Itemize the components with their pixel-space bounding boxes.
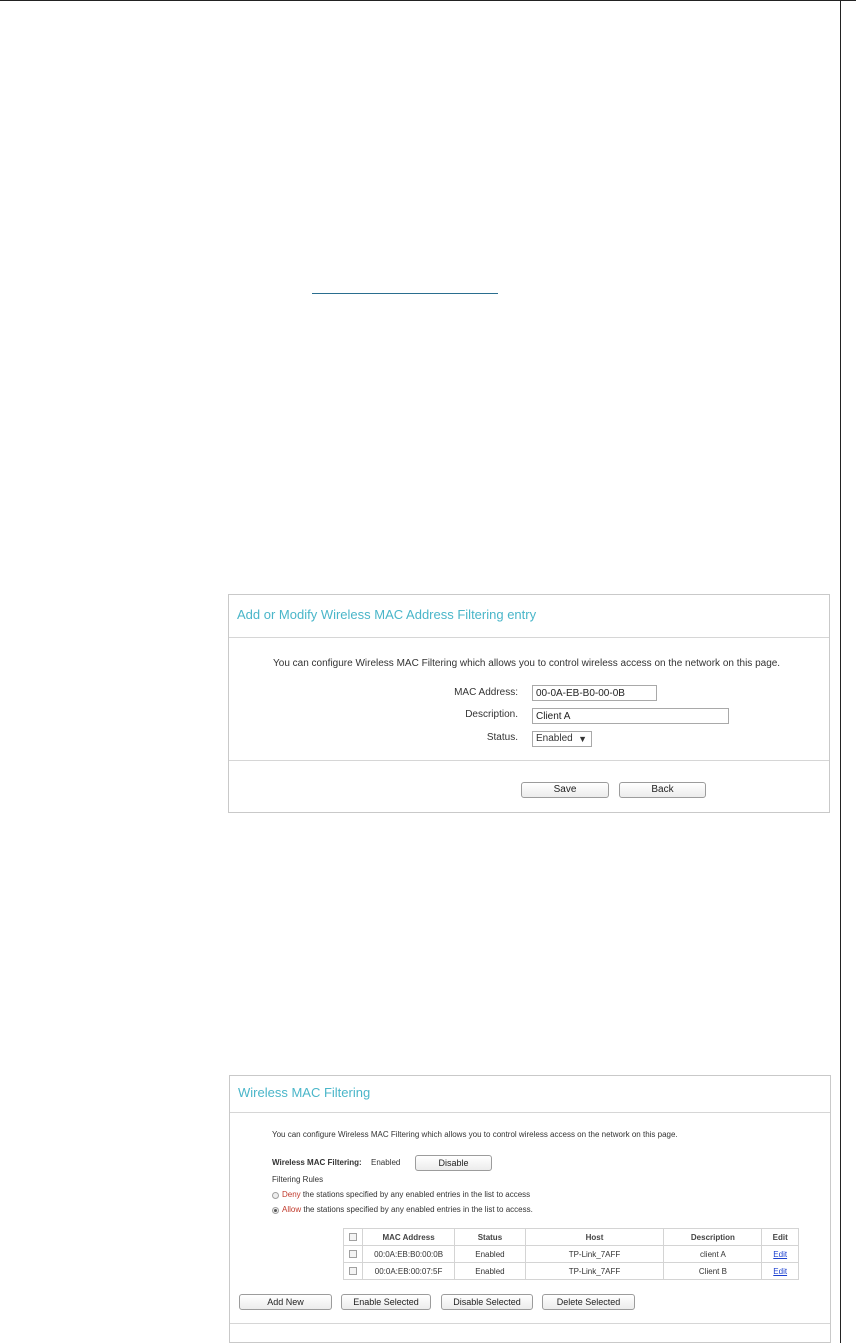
back-button[interactable]: Back <box>619 782 706 798</box>
edit-cell <box>762 1263 799 1280</box>
enable-selected-button[interactable]: Enable Selected <box>341 1294 431 1310</box>
disable-filtering-button[interactable]: Disable <box>415 1155 492 1171</box>
mac-address-label: MAC Address: <box>454 687 518 698</box>
intro-text: You can configure Wireless MAC Filtering which allows you to control wireless access on the network on this page. <box>273 658 781 669</box>
select-all-cell <box>344 1229 363 1246</box>
filtering-status-label: Wireless MAC Filtering: <box>272 1158 362 1167</box>
status-select[interactable] <box>532 731 592 747</box>
panel-title: Add or Modify Wireless MAC Address Filtering entry <box>229 595 829 638</box>
panel-title: Wireless MAC Filtering <box>230 1076 830 1113</box>
table-row <box>344 1246 799 1263</box>
description-input[interactable] <box>532 708 729 724</box>
host-cell: TP-Link_7AFF <box>525 1263 664 1280</box>
col-edit: Edit <box>762 1229 799 1246</box>
select-all-checkbox[interactable] <box>349 1233 357 1241</box>
mac-cell: 00:0A:EB:00:07:5F <box>362 1263 455 1280</box>
status-cell: Enabled <box>455 1263 525 1280</box>
status-cell: Enabled <box>455 1246 525 1263</box>
mac-filtering-panel <box>229 1075 831 1343</box>
right-border-line <box>840 0 841 1343</box>
chevron-down-icon: ▼ <box>578 734 587 744</box>
row-checkbox[interactable] <box>349 1250 357 1258</box>
status-selected-value: Enabled <box>536 733 573 744</box>
allow-radio[interactable] <box>272 1207 279 1214</box>
description-cell: Client B <box>664 1263 762 1280</box>
col-status: Status <box>455 1229 525 1246</box>
divider <box>229 760 829 761</box>
col-mac-address: MAC Address <box>362 1229 455 1246</box>
col-description: Description <box>664 1229 762 1246</box>
filtering-rules-label: Filtering Rules <box>272 1175 324 1184</box>
intro-text: You can configure Wireless MAC Filtering which allows you to control wireless access on the network on this page. <box>272 1130 678 1139</box>
delete-selected-button[interactable]: Delete Selected <box>542 1294 635 1310</box>
top-border-line <box>0 0 856 1</box>
allow-rule-text <box>282 1205 533 1214</box>
mac-address-input[interactable] <box>532 685 657 701</box>
row-select-cell <box>344 1246 363 1263</box>
deny-description: the stations specified by any enabled entries in the list to access <box>302 1190 531 1199</box>
table-row <box>344 1263 799 1280</box>
deny-radio[interactable] <box>272 1192 279 1199</box>
row-select-cell <box>344 1263 363 1280</box>
mac-entry-form-panel <box>228 594 830 813</box>
disable-selected-button[interactable]: Disable Selected <box>441 1294 533 1310</box>
description-label: Description. <box>465 709 518 720</box>
hyperlink-underline <box>312 293 498 294</box>
mac-cell: 00:0A:EB:B0:00:0B <box>362 1246 455 1263</box>
edit-link[interactable]: Edit <box>773 1249 788 1259</box>
deny-rule-text <box>282 1190 530 1199</box>
description-cell: client A <box>664 1246 762 1263</box>
allow-description: the stations specified by any enabled entries in the list to access. <box>303 1205 533 1214</box>
table-header-row <box>344 1229 799 1246</box>
row-checkbox[interactable] <box>349 1267 357 1275</box>
divider <box>230 1323 830 1324</box>
edit-link[interactable]: Edit <box>773 1266 788 1276</box>
col-host: Host <box>525 1229 664 1246</box>
mac-filter-table <box>343 1228 799 1280</box>
allow-word: Allow <box>282 1205 302 1214</box>
deny-word: Deny <box>282 1190 301 1199</box>
edit-cell <box>762 1246 799 1263</box>
save-button[interactable]: Save <box>521 782 609 798</box>
filtering-status-value: Enabled <box>371 1158 401 1167</box>
host-cell: TP-Link_7AFF <box>525 1246 664 1263</box>
status-label: Status. <box>486 732 518 743</box>
add-new-button[interactable]: Add New <box>239 1294 332 1310</box>
